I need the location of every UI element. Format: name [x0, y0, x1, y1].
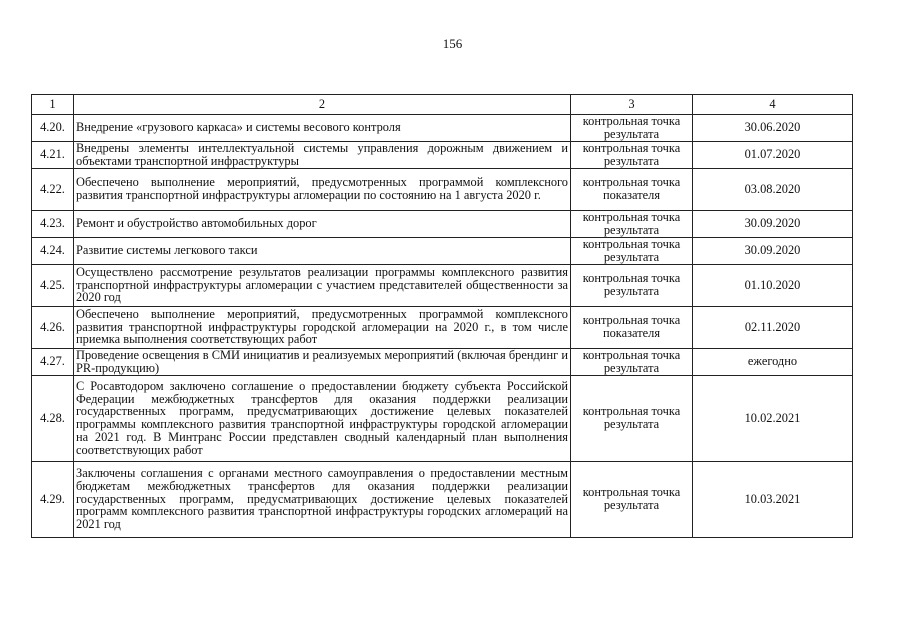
row-checkpoint-type: контрольная точка результата [571, 115, 693, 142]
row-number: 4.27. [32, 348, 74, 375]
table-row [32, 237, 853, 264]
row-date: 03.08.2020 [693, 168, 853, 210]
row-number: 4.20. [32, 115, 74, 142]
row-number: 4.22. [32, 168, 74, 210]
row-description: Осуществлено рассмотрение результатов реализации программы комплексного развития транспортной инфраструктуры агломерации с участием представителей общественности за 2020 год [74, 264, 571, 306]
row-checkpoint-type: контрольная точка результата [571, 237, 693, 264]
row-date: 30.09.2020 [693, 210, 853, 237]
row-checkpoint-type: контрольная точка результата [571, 264, 693, 306]
row-checkpoint-type: контрольная точка результата [571, 141, 693, 168]
row-description: Обеспечено выполнение мероприятий, предусмотренных программой комплексного развития транспортной инфраструктуры агломерации по состоянию на 1 августа 2020 г. [74, 168, 571, 210]
column-header-1: 1 [32, 95, 74, 115]
row-number: 4.21. [32, 141, 74, 168]
column-header-3: 3 [571, 95, 693, 115]
row-checkpoint-type: контрольная точка результата [571, 210, 693, 237]
table-row [32, 168, 853, 210]
column-header-2: 2 [74, 95, 571, 115]
row-date: 30.09.2020 [693, 237, 853, 264]
row-checkpoint-type: контрольная точка показателя [571, 306, 693, 348]
row-number: 4.26. [32, 306, 74, 348]
row-number: 4.28. [32, 375, 74, 461]
row-description: Ремонт и обустройство автомобильных дорог [74, 210, 571, 237]
row-checkpoint-type: контрольная точка результата [571, 461, 693, 537]
row-date: 10.02.2021 [693, 375, 853, 461]
row-description: Внедрение «грузового каркаса» и системы весового контроля [74, 115, 571, 142]
row-description: Проведение освещения в СМИ инициатив и реализуемых мероприятий (включая брендинг и PR-продукцию) [74, 348, 571, 375]
row-description: Внедрены элементы интеллектуальной системы управления дорожным движением и объектами транспортной инфраструктуры [74, 141, 571, 168]
table-row [32, 115, 853, 142]
milestones-table [31, 94, 853, 538]
row-description: Заключены соглашения с органами местного самоуправления о предоставлении местным бюджетам межбюджетных трансфертов для оказания поддержки реализации государственных программ, предусматривающих достижение целевых показателей программ комплексного развития транспортной инфраструктуры городских агломераций на 2021 год [74, 461, 571, 537]
row-number: 4.29. [32, 461, 74, 537]
row-checkpoint-type: контрольная точка результата [571, 348, 693, 375]
row-number: 4.25. [32, 264, 74, 306]
row-checkpoint-type: контрольная точка показателя [571, 168, 693, 210]
table-body [32, 115, 853, 538]
row-date: 01.10.2020 [693, 264, 853, 306]
row-description: С Росавтодором заключено соглашение о предоставлении бюджету субъекта Российской Федерации межбюджетных трансфертов для оказания поддержки реализации государственных программ, предусматривающих достижение целевых показателей программы комплексного развития транспортной инфраструктуры городской агломерации на 2021 год. В Минтранс России представлен сводный календарный план выполнения соответствующих работ [74, 375, 571, 461]
table-row [32, 264, 853, 306]
row-date: 01.07.2020 [693, 141, 853, 168]
row-date: 02.11.2020 [693, 306, 853, 348]
column-header-4: 4 [693, 95, 853, 115]
table-header-row [32, 95, 853, 115]
page-number: 156 [442, 36, 463, 51]
row-date: 30.06.2020 [693, 115, 853, 142]
row-description: Развитие системы легкового такси [74, 237, 571, 264]
table-row [32, 210, 853, 237]
table-row [32, 375, 853, 461]
table-row [32, 348, 853, 375]
row-number: 4.23. [32, 210, 74, 237]
row-checkpoint-type: контрольная точка результата [571, 375, 693, 461]
table-row [32, 141, 853, 168]
row-date: 10.03.2021 [693, 461, 853, 537]
table-row [32, 461, 853, 537]
table-row [32, 306, 853, 348]
row-number: 4.24. [32, 237, 74, 264]
row-description: Обеспечено выполнение мероприятий, предусмотренных программой комплексного развития транспортной инфраструктуры городской агломерации на 2020 г., в том числе приемка выполнения соответствующих работ [74, 306, 571, 348]
row-date: ежегодно [693, 348, 853, 375]
